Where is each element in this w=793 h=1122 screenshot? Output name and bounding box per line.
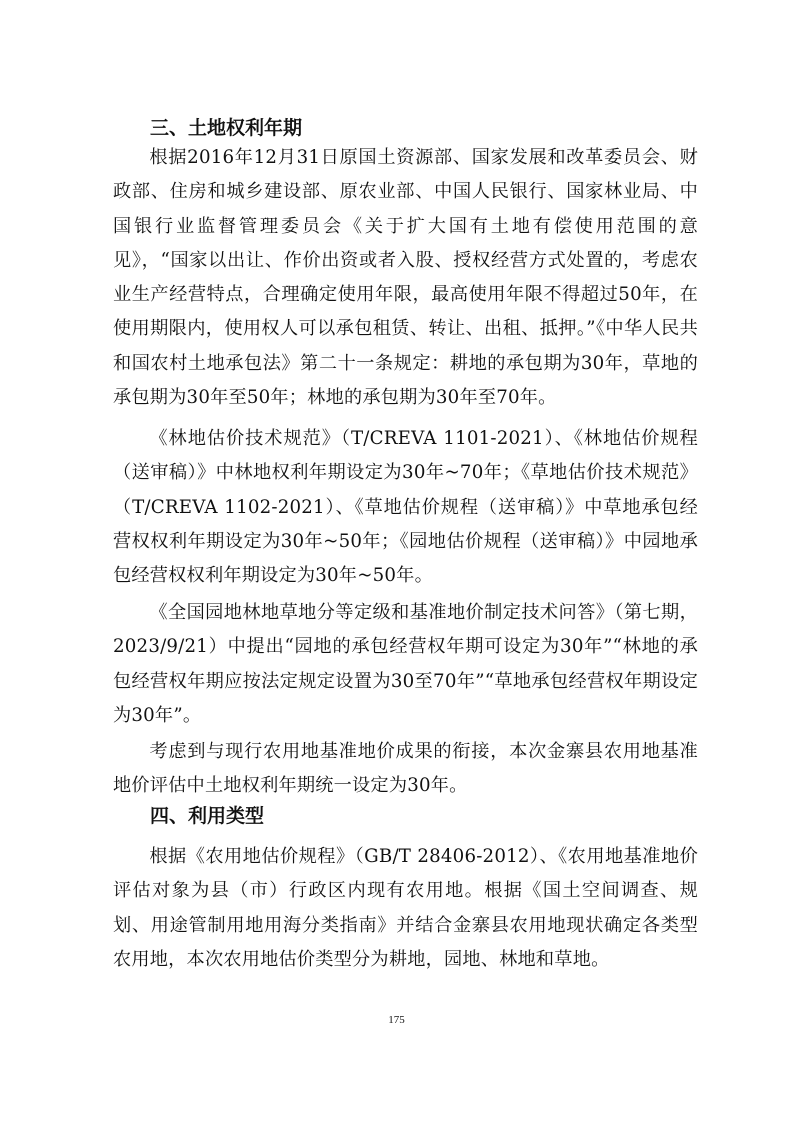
page-number: 175	[388, 1014, 405, 1026]
section-3-paragraph-3: 《全国园地林地草地分等定级和基准地价制定技术问答》（第七期，2023/9/21）中提出“园地的承包经营权年期可设定为30年”“林地的承包经营权年期应按法定规定设置为30至70年”“草地承包经营权年期设定为30年”。	[113, 602, 698, 726]
section-4-heading: 四、利用类型	[150, 805, 265, 827]
section-4-paragraph-1: 根据《农用地估价规程》（GB/T 28406-2012）、《农用地基准地价评估对象为县（市）行政区内现有农用地。根据《国土空间调查、规划、用途管制用地用海分类指南》并结合金寨县农用地现状确定各类型农用地，本次农用地估价类型分为耕地，园地、林地和草地。	[113, 846, 698, 970]
section-3-heading: 三、土地权利年期	[150, 117, 303, 139]
section-3-paragraph-4: 考虑到与现行农用地基准地价成果的衔接，本次金寨县农用地基准地价评估中土地权利年期统一设定为30年。	[113, 741, 698, 797]
section-3-paragraph-2: 《林地估价技术规范》（T/CREVA 1101-2021）、《林地估价规程（送审稿）》中林地权利年期设定为30年~70年；《草地估价技术规范》（T/CREVA 1102-2021）、《草地估价规程（送审稿）》中草地承包经营权权利年期设定为30年~50年；《园地估价规程（送审稿）》中园地承包经营权权利年期设定为30年~50年。	[113, 428, 698, 587]
section-3-paragraph-1: 根据2016年12月31日原国土资源部、国家发展和改革委员会、财政部、住房和城乡建设部、原农业部、中国人民银行、国家林业局、中国银行业监督管理委员会《关于扩大国有土地有偿使用范围的意见》，“国家以出让、作价出资或者入股、授权经营方式处置的，考虑农业生产经营特点，合理确定使用年限，最高使用年限不得超过50年，在使用期限内，使用权人可以承包租赁、转让、出租、抵押。”《中华人民共和国农村土地承包法》第二十一条规定：耕地的承包期为30年，草地的承包期为30年至50年；林地的承包期为30年至70年。	[113, 147, 698, 409]
